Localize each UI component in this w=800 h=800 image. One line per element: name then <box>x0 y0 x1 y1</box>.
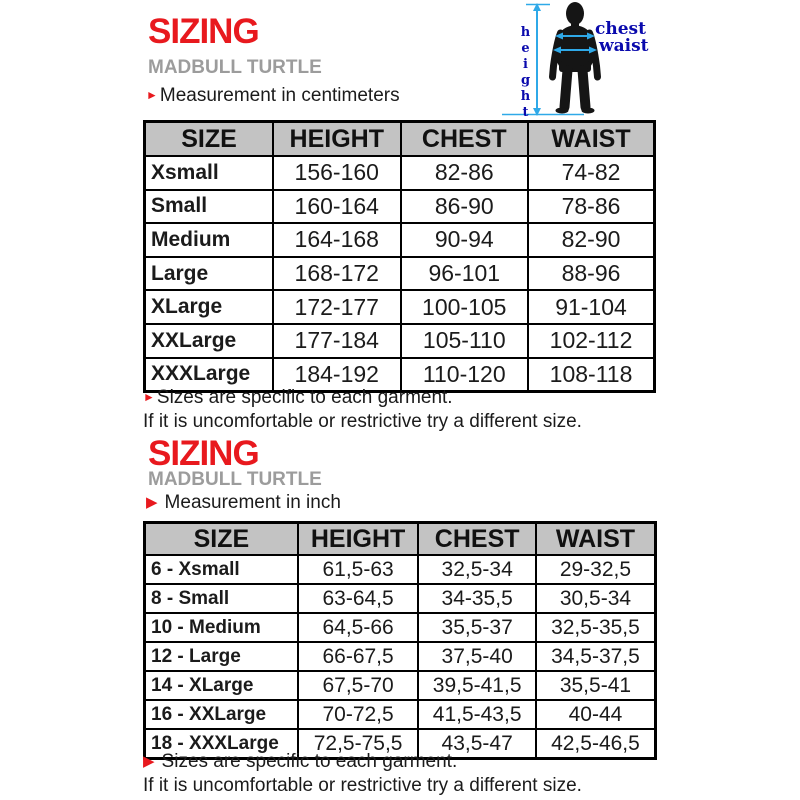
table-row <box>145 613 656 642</box>
measurement-line-inch <box>146 492 341 514</box>
value-cell: 82-86 <box>401 156 529 190</box>
note-line-1: Sizes are specific to each garment. <box>156 387 453 408</box>
size-cell: XLarge <box>145 290 274 324</box>
body-measurement-figure <box>498 0 664 119</box>
measurement-text-cm: Measurement in centimeters <box>159 85 400 106</box>
size-cell: XXLarge <box>145 324 274 358</box>
size-cell: Large <box>145 257 274 291</box>
value-cell: 29-32,5 <box>536 555 656 584</box>
value-cell: 156-160 <box>273 156 401 190</box>
value-cell: 32,5-35,5 <box>536 613 656 642</box>
note-line-1: Sizes are specific to each garment. <box>161 751 458 772</box>
column-header: WAIST <box>536 523 656 556</box>
table-row <box>145 190 655 224</box>
height-label: height <box>518 25 533 121</box>
table-row <box>145 223 655 257</box>
value-cell: 40-44 <box>536 700 656 729</box>
size-cell: Small <box>145 190 274 224</box>
measurement-line-cm <box>146 84 400 107</box>
table-row <box>145 257 655 291</box>
chest-label: chest <box>595 19 646 39</box>
value-cell: 86-90 <box>401 190 529 224</box>
brand-subtitle-inch: MADBULL TURTLE <box>148 469 322 490</box>
silhouette-feet <box>556 108 595 114</box>
size-cell: 6 - Xsmall <box>145 555 298 584</box>
table-row <box>145 642 656 671</box>
header-row <box>145 523 656 556</box>
sizing-title-cm: SIZING <box>148 12 259 51</box>
brand-subtitle-cm: MADBULL TURTLE <box>148 57 322 78</box>
value-cell: 102-112 <box>528 324 654 358</box>
value-cell: 34-35,5 <box>418 584 536 613</box>
value-cell: 43,5-47 <box>418 729 536 759</box>
value-cell: 61,5-63 <box>298 555 419 584</box>
table-row <box>145 584 656 613</box>
measurement-text-inch: Measurement in inch <box>164 492 341 513</box>
value-cell: 35,5-37 <box>418 613 536 642</box>
column-header: CHEST <box>418 523 536 556</box>
value-cell: 67,5-70 <box>298 671 419 700</box>
value-cell: 105-110 <box>401 324 529 358</box>
table-row <box>145 700 656 729</box>
size-table-cm <box>143 120 656 393</box>
value-cell: 41,5-43,5 <box>418 700 536 729</box>
size-cell: XXXLarge <box>145 358 274 392</box>
size-cell: Medium <box>145 223 274 257</box>
table-row <box>145 671 656 700</box>
value-cell: 32,5-34 <box>418 555 536 584</box>
value-cell: 177-184 <box>273 324 401 358</box>
sizing-title-inch: SIZING <box>148 434 259 473</box>
size-cell: 16 - XXLarge <box>145 700 298 729</box>
red-arrow-bullet-icon: ► <box>143 390 155 404</box>
column-header: WAIST <box>528 122 654 157</box>
column-header: SIZE <box>145 523 298 556</box>
value-cell: 100-105 <box>401 290 529 324</box>
value-cell: 90-94 <box>401 223 529 257</box>
value-cell: 35,5-41 <box>536 671 656 700</box>
value-cell: 64,5-66 <box>298 613 419 642</box>
value-cell: 160-164 <box>273 190 401 224</box>
value-cell: 74-82 <box>528 156 654 190</box>
value-cell: 168-172 <box>273 257 401 291</box>
waist-label: waist <box>599 36 649 56</box>
table-row <box>145 290 655 324</box>
size-cell: Xsmall <box>145 156 274 190</box>
value-cell: 82-90 <box>528 223 654 257</box>
value-cell: 110-120 <box>401 358 529 392</box>
size-cell: 10 - Medium <box>145 613 298 642</box>
red-arrow-bullet-icon: ▶ <box>143 753 155 770</box>
red-arrow-bullet-icon: ▶ <box>146 494 158 511</box>
note-line-2: If it is uncomfortable or restrictive try a different size. <box>143 775 582 796</box>
size-table-inch <box>143 521 657 760</box>
value-cell: 184-192 <box>273 358 401 392</box>
value-cell: 70-72,5 <box>298 700 419 729</box>
value-cell: 66-67,5 <box>298 642 419 671</box>
table-row <box>145 555 656 584</box>
value-cell: 30,5-34 <box>536 584 656 613</box>
value-cell: 78-86 <box>528 190 654 224</box>
notes-inch <box>143 750 582 798</box>
value-cell: 42,5-46,5 <box>536 729 656 759</box>
notes-cm <box>143 385 582 434</box>
value-cell: 72,5-75,5 <box>298 729 419 759</box>
red-arrow-bullet-icon: ► <box>146 88 158 102</box>
column-header: HEIGHT <box>273 122 401 157</box>
value-cell: 91-104 <box>528 290 654 324</box>
table-row <box>145 156 655 190</box>
value-cell: 96-101 <box>401 257 529 291</box>
note-line-2: If it is uncomfortable or restrictive try a different size. <box>143 411 582 432</box>
value-cell: 88-96 <box>528 257 654 291</box>
value-cell: 108-118 <box>528 358 654 392</box>
size-cell: 12 - Large <box>145 642 298 671</box>
value-cell: 164-168 <box>273 223 401 257</box>
value-cell: 39,5-41,5 <box>418 671 536 700</box>
size-cell: 18 - XXXLarge <box>145 729 298 759</box>
value-cell: 172-177 <box>273 290 401 324</box>
column-header: SIZE <box>145 122 274 157</box>
value-cell: 63-64,5 <box>298 584 419 613</box>
value-cell: 37,5-40 <box>418 642 536 671</box>
table-row <box>145 324 655 358</box>
header-row <box>145 122 655 157</box>
size-cell: 8 - Small <box>145 584 298 613</box>
column-header: CHEST <box>401 122 529 157</box>
value-cell: 34,5-37,5 <box>536 642 656 671</box>
column-header: HEIGHT <box>298 523 419 556</box>
size-cell: 14 - XLarge <box>145 671 298 700</box>
